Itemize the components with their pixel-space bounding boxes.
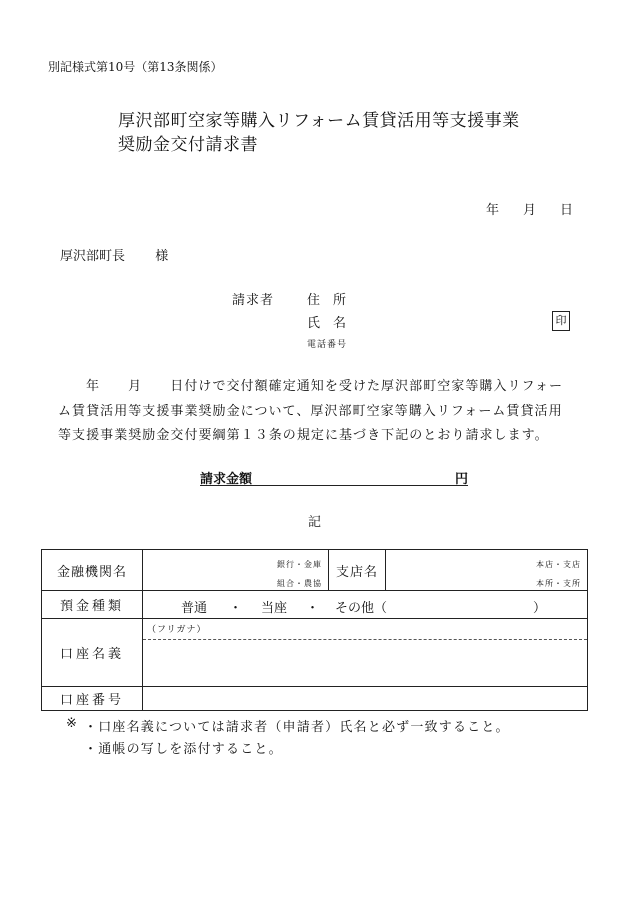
addressee — [60, 245, 168, 264]
seal-mark: 印 — [552, 311, 570, 331]
note-1: ・口座名義については請求者（申請者）氏名と必ず一致すること。 — [84, 720, 510, 735]
date-year: 年 — [486, 203, 500, 218]
branch-type-office: 本所・支所 — [536, 579, 581, 588]
addressee-honorific: 様 — [155, 249, 169, 264]
amount-unit: 円 — [454, 472, 468, 487]
title-line-2: 奨励金交付請求書 — [118, 135, 258, 155]
requester-label: 請求者 — [232, 293, 275, 308]
title-line-1: 厚沢部町空家等購入リフォーム賃貸活用等支援事業 — [118, 111, 520, 131]
deposit-separator: ・ — [229, 601, 243, 616]
number-label: 口座番号 — [42, 687, 143, 711]
furigana-label: （フリガナ） — [147, 625, 207, 635]
deposit-label: 預金種類 — [42, 591, 143, 619]
deposit-option-current[interactable]: 当座 — [261, 601, 288, 616]
inst-type-coop: 組合・農協 — [277, 579, 322, 588]
deposit-field[interactable] — [143, 591, 588, 619]
form-number: 別記様式第10号（第13条関係） — [48, 60, 223, 74]
branch-type-main: 本店・支店 — [536, 560, 581, 569]
amount-label: 請求金額 — [200, 472, 253, 487]
furigana-divider — [143, 639, 587, 640]
statement-line-2: ム賃貸活用等支援事業奨励金について、厚沢部町空家等購入リフォーム賃貸活用 — [58, 403, 563, 419]
holder-label: 口座名義 — [42, 619, 143, 687]
phone-label: 電話番号 — [307, 340, 348, 350]
holder-field[interactable] — [143, 619, 588, 687]
institution-row — [42, 550, 588, 591]
request-statement — [58, 375, 590, 449]
amount-line — [200, 468, 468, 486]
number-field[interactable] — [143, 687, 588, 711]
deposit-separator: ・ — [306, 601, 320, 616]
note-2: ・通帳の写しを添付すること。 — [84, 742, 283, 757]
addressee-name: 厚沢部町長 — [60, 249, 126, 264]
branch-label: 支店名 — [329, 550, 386, 591]
date-day: 日 — [560, 203, 574, 218]
date-month: 月 — [523, 203, 537, 218]
institution-label: 金融機関名 — [42, 550, 143, 591]
name-label: 氏 名 — [307, 316, 347, 331]
branch-field[interactable] — [386, 550, 588, 591]
institution-field[interactable] — [143, 550, 329, 591]
deposit-option-ordinary[interactable]: 普通 — [181, 601, 208, 616]
inst-type-bank: 銀行・金庫 — [277, 560, 322, 569]
statement-line-3: 等支援事業奨励金交付要綱第１３条の規定に基づき下記のとおり請求します。 — [58, 428, 549, 443]
number-row — [42, 687, 588, 711]
bank-account-table — [41, 549, 588, 711]
address-label: 住 所 — [307, 293, 347, 308]
deposit-other-close: ） — [533, 601, 547, 616]
deposit-option-other[interactable]: その他（ — [335, 601, 388, 616]
holder-row — [42, 619, 588, 687]
deposit-row — [42, 591, 588, 619]
note-mark: ※ — [66, 716, 79, 731]
statement-line-1: 年 月 日付けで交付額確定通知を受けた厚沢部町空家等購入リフォー — [86, 379, 564, 394]
ki-heading: 記 — [308, 515, 322, 530]
